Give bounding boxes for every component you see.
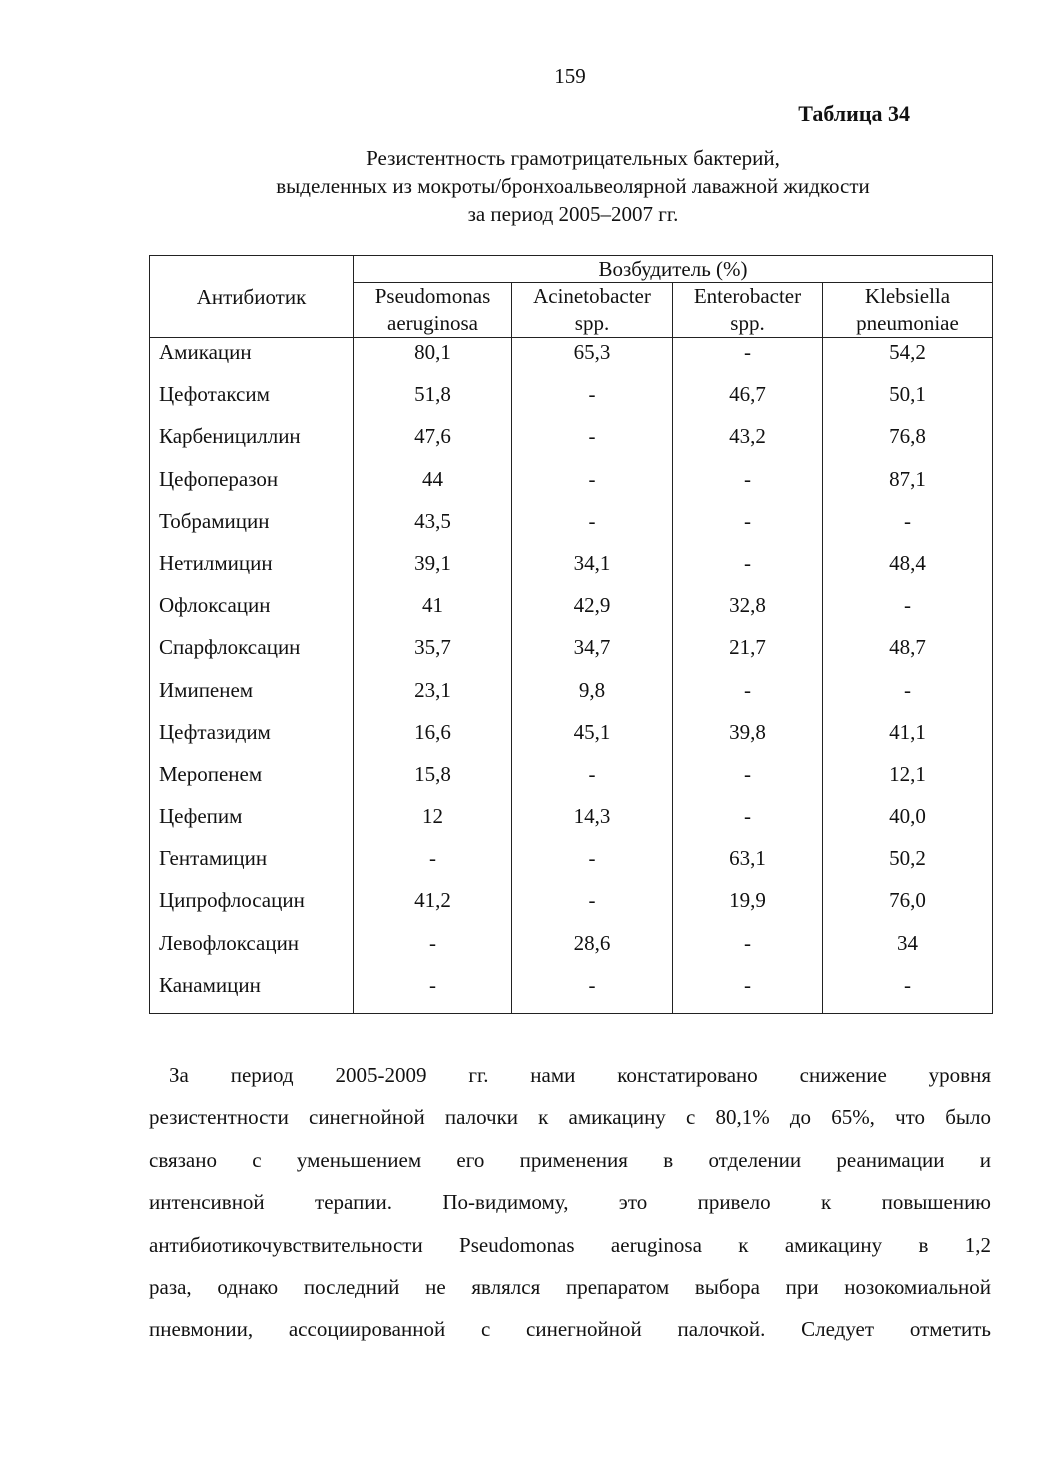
table-row [150, 886, 993, 928]
value-acinetobacter: - [512, 886, 673, 928]
value-klebsiella: 34 [823, 929, 993, 971]
value-acinetobacter: 45,1 [512, 718, 673, 760]
value-enterobacter: - [673, 507, 823, 549]
organism-name: Pseudomonas [374, 284, 491, 308]
value-acinetobacter: - [512, 760, 673, 802]
value-pseudomonas: 23,1 [354, 676, 512, 718]
caption-line: за период 2005–2007 гг. [467, 202, 679, 226]
value-enterobacter: - [673, 338, 823, 381]
table-row [150, 676, 993, 718]
paragraph-line: пневмонии, ассоциированной с синегнойной палочкой. Следует отметить [149, 1317, 991, 1342]
table-row [150, 844, 993, 886]
antibiotic-name: Канамицин [150, 971, 354, 1014]
value-acinetobacter: - [512, 380, 673, 422]
value-pseudomonas: 80,1 [354, 338, 512, 381]
value-pseudomonas: 41 [354, 591, 512, 633]
organism-name: pneumoniae [856, 311, 959, 335]
value-klebsiella: 50,1 [823, 380, 993, 422]
value-klebsiella: 48,7 [823, 633, 993, 675]
value-acinetobacter: 34,1 [512, 549, 673, 591]
value-klebsiella: 48,4 [823, 549, 993, 591]
caption-line: Резистентность грамотрицательных бактерий, [366, 146, 780, 170]
value-acinetobacter: - [512, 422, 673, 464]
value-pseudomonas: 16,6 [354, 718, 512, 760]
value-acinetobacter: 14,3 [512, 802, 673, 844]
value-klebsiella: 50,2 [823, 844, 993, 886]
value-enterobacter: - [673, 760, 823, 802]
table-row [150, 760, 993, 802]
value-enterobacter: 19,9 [673, 886, 823, 928]
table-body [150, 338, 993, 1014]
value-enterobacter: - [673, 971, 823, 1014]
value-klebsiella: 87,1 [823, 465, 993, 507]
value-pseudomonas: 51,8 [354, 380, 512, 422]
pathogen-group-header: Возбудитель (%) [354, 256, 993, 283]
antibiotic-name: Карбенициллин [150, 422, 354, 464]
table-row [150, 507, 993, 549]
value-pseudomonas: 47,6 [354, 422, 512, 464]
paragraph-line: За период 2005-2009 гг. нами констатировано снижение уровня [169, 1063, 991, 1087]
antibiotic-name: Офлоксацин [150, 591, 354, 633]
value-acinetobacter: 65,3 [512, 338, 673, 381]
antibiotic-name: Меропенем [150, 760, 354, 802]
value-pseudomonas: 44 [354, 465, 512, 507]
antibiotic-name: Цефоперазон [150, 465, 354, 507]
paragraph-line: резистентности синегнойной палочки к амикацину с 80,1% до 65%, что было [149, 1105, 991, 1130]
value-acinetobacter: - [512, 971, 673, 1014]
value-pseudomonas: - [354, 929, 512, 971]
antibiotic-name: Левофлоксацин [150, 929, 354, 971]
organism-name: Acinetobacter [533, 284, 651, 308]
table-label: Таблица 34 [798, 101, 910, 126]
value-klebsiella: 40,0 [823, 802, 993, 844]
antibiotic-name: Имипенем [150, 676, 354, 718]
organism-name: aeruginosa [387, 311, 478, 335]
table-row [150, 338, 993, 381]
value-acinetobacter: - [512, 465, 673, 507]
paragraph-line: раза, однако последний не являлся препаратом выбора при нозокомиальной [149, 1275, 991, 1300]
resistance-table [149, 255, 993, 1014]
table-row [150, 549, 993, 591]
organism-header-pseudomonas [354, 283, 512, 338]
organism-header-acinetobacter [512, 283, 673, 338]
value-enterobacter: - [673, 549, 823, 591]
value-enterobacter: - [673, 676, 823, 718]
table-row [150, 380, 993, 422]
organism-name: spp. [730, 311, 765, 335]
value-klebsiella: - [823, 676, 993, 718]
value-pseudomonas: 43,5 [354, 507, 512, 549]
antibiotic-name: Амикацин [150, 338, 354, 381]
caption-line: выделенных из мокроты/бронхоальвеолярной лаважной жидкости [276, 174, 870, 198]
value-acinetobacter: 34,7 [512, 633, 673, 675]
value-enterobacter: 39,8 [673, 718, 823, 760]
antibiotic-name: Цефепим [150, 802, 354, 844]
antibiotic-header: Антибиотик [150, 256, 354, 338]
value-pseudomonas: 15,8 [354, 760, 512, 802]
value-klebsiella: - [823, 507, 993, 549]
value-enterobacter: - [673, 929, 823, 971]
page-number: 159 [554, 64, 586, 88]
value-pseudomonas: 41,2 [354, 886, 512, 928]
table-row [150, 591, 993, 633]
value-klebsiella: 54,2 [823, 338, 993, 381]
paragraph-line: связано с уменьшением его применения в отделении реанимации и [149, 1147, 991, 1172]
antibiotic-name: Тобрамицин [150, 507, 354, 549]
value-acinetobacter: 28,6 [512, 929, 673, 971]
table-row [150, 718, 993, 760]
table-row [150, 929, 993, 971]
organism-name: spp. [574, 311, 610, 335]
value-enterobacter: - [673, 802, 823, 844]
table-row [150, 633, 993, 675]
value-enterobacter: 32,8 [673, 591, 823, 633]
value-enterobacter: 21,7 [673, 633, 823, 675]
value-acinetobacter: 9,8 [512, 676, 673, 718]
body-paragraph [149, 1054, 991, 1351]
table-row [150, 465, 993, 507]
value-acinetobacter: - [512, 844, 673, 886]
value-pseudomonas: 12 [354, 802, 512, 844]
value-enterobacter: - [673, 465, 823, 507]
organism-header-klebsiella [823, 283, 993, 338]
value-acinetobacter: - [512, 507, 673, 549]
value-acinetobacter: 42,9 [512, 591, 673, 633]
value-klebsiella: - [823, 591, 993, 633]
organism-header-enterobacter [673, 283, 823, 338]
value-klebsiella: - [823, 971, 993, 1014]
value-klebsiella: 76,0 [823, 886, 993, 928]
antibiotic-name: Спарфлоксацин [150, 633, 354, 675]
table-caption [0, 144, 1039, 228]
value-pseudomonas: - [354, 971, 512, 1014]
paragraph-line: антибиотикочувствительности Pseudomonas aeruginosa к амикацину в 1,2 [149, 1232, 991, 1257]
antibiotic-name: Нетилмицин [150, 549, 354, 591]
value-pseudomonas: 35,7 [354, 633, 512, 675]
value-enterobacter: 63,1 [673, 844, 823, 886]
value-pseudomonas: 39,1 [354, 549, 512, 591]
organism-name: Enterobacter [693, 284, 802, 308]
value-klebsiella: 12,1 [823, 760, 993, 802]
value-enterobacter: 43,2 [673, 422, 823, 464]
value-klebsiella: 41,1 [823, 718, 993, 760]
table-row [150, 971, 993, 1014]
antibiotic-name: Ципрофлосацин [150, 886, 354, 928]
value-enterobacter: 46,7 [673, 380, 823, 422]
paragraph-line: интенсивной терапии. По-видимому, это привело к повышению [149, 1190, 991, 1215]
value-klebsiella: 76,8 [823, 422, 993, 464]
antibiotic-name: Цефтазидим [150, 718, 354, 760]
organism-name: Klebsiella [864, 284, 951, 308]
antibiotic-name: Цефотаксим [150, 380, 354, 422]
value-pseudomonas: - [354, 844, 512, 886]
table-row [150, 422, 993, 464]
table-row [150, 802, 993, 844]
antibiotic-name: Гентамицин [150, 844, 354, 886]
